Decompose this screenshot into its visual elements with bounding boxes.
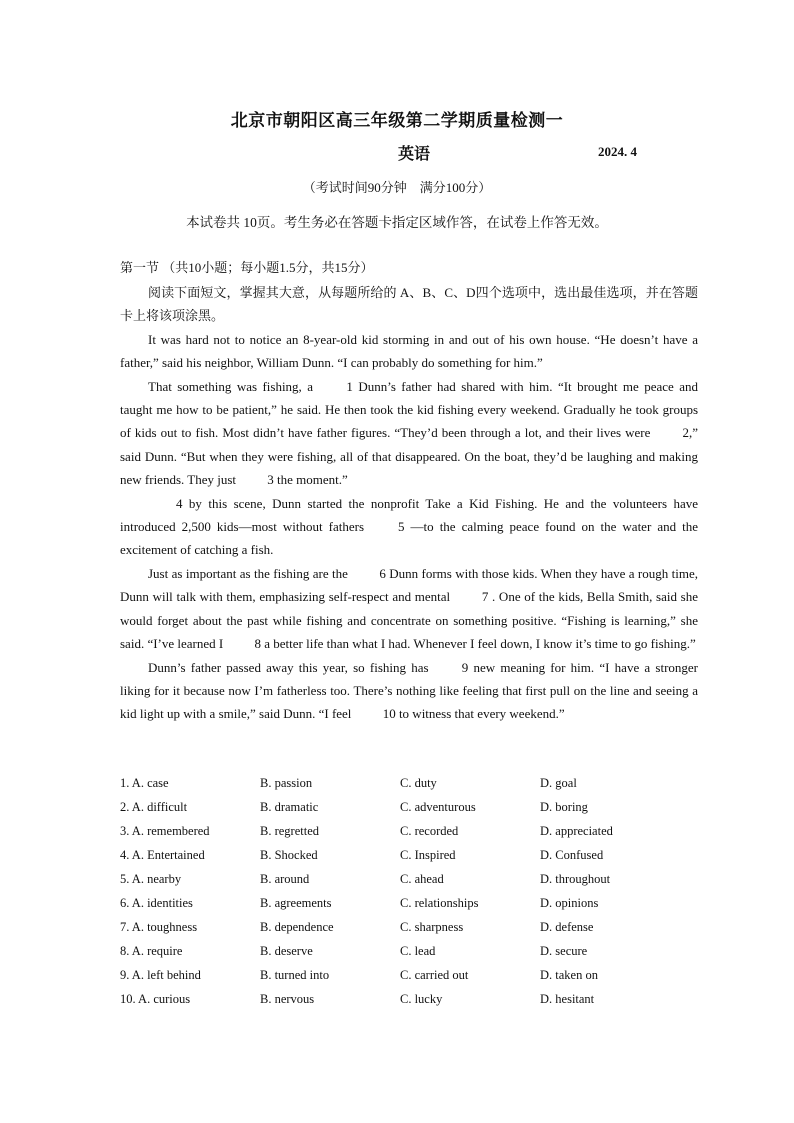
passage [120,281,698,726]
question-row [120,843,698,867]
option-c: C. recorded [400,823,459,838]
passage-text: Dunn’s father had shared with him. “It brought me peace and taught me how to be patient,” he said. He then took the kid fishing every weekend. Gradually he took groups of kids out to fish. Most didn’t have father figures. “They’d been through a lot, and their lives were [120,378,698,441]
exam-time-info: （考试时间90分钟 满分100分） [302,180,492,195]
passage-paragraph [120,656,698,726]
option-a: 5. A. nearby [120,871,182,886]
passage-text: by this scene, Dunn started the nonprofit Take a Kid Fishing. He and the volunteers have introduced 2,500 kids—most without fathers [120,495,698,535]
option-a: 8. A. require [120,943,183,958]
option-c: C. lucky [400,991,443,1006]
option-b: B. around [260,871,310,886]
option-a: 6. A. identities [120,895,193,910]
option-d: D. opinions [540,895,599,910]
passage-text: It was hard not to notice an 8-year-old kid storming in and out of his own house. “He doesn’t have a father,” said his neighbor, William Dunn. “I can probably do something for him.” [120,331,698,371]
option-a: 3. A. remembered [120,823,210,838]
option-a: 1. A. case [120,775,169,790]
option-b: B. dramatic [260,799,319,814]
option-b: B. agreements [260,895,332,910]
passage-paragraph [120,562,698,656]
option-d: D. secure [540,943,588,958]
passage-text: That something was fishing, a [148,378,319,394]
option-b: B. regretted [260,823,320,838]
option-d: D. hesitant [540,991,595,1006]
passage-text: Dunn forms with those kids. When they have a rough time, Dunn will talk with them, emphasizing self-respect and mental [120,565,698,605]
passage-text: the moment.” [273,472,348,488]
passage-text: . One of the kids, Bella Smith, said she would forget about the past while fishing and concentrate on something positive. “Fishing is learning,” she said. “I’ve learned I [120,589,698,652]
option-b: B. deserve [260,943,313,958]
passage-text: —to the calming peace found on the water and the excitement of catching a fish. [120,519,698,558]
blank-number: 3 [267,472,274,488]
question-row [120,771,698,795]
option-c: C. sharpness [400,919,464,934]
option-c: C. duty [400,775,437,790]
option-c: C. Inspired [400,847,456,862]
passage-text: new meaning for him. “I have a stronger liking for it because now I’m fatherless too. There’s nothing like feeling that first pull on the line and seeing a kid light up with a smile,” said Dunn. “I feel [120,659,699,722]
passage-text: to witness that every weekend.” [395,706,565,722]
option-b: B. turned into [260,967,330,982]
option-a: 4. A. Entertained [120,847,205,862]
passage-text: Dunn’s father passed away this year, so fishing has [148,659,434,675]
blank-number: 8 [254,636,261,652]
option-c: C. ahead [400,871,444,886]
option-d: D. Confused [540,847,604,862]
option-c: C. carried out [400,967,469,982]
question-row [120,819,698,843]
option-a: 7. A. toughness [120,919,198,934]
option-a: 2. A. difficult [120,799,188,814]
passage-paragraph [120,492,698,562]
option-d: D. goal [540,775,577,790]
section-heading: 第一节 （共10小题；每小题1.5分，共15分） [120,260,374,275]
blank-number: 2 [682,425,689,441]
option-b: B. nervous [260,991,315,1006]
question-row [120,891,698,915]
question-row [120,915,698,939]
option-c: C. relationships [400,895,479,910]
option-a: 9. A. left behind [120,967,201,982]
subject-label: 英语 [398,144,431,163]
passage-text: ,” said Dunn. “But when they were fishing, all of that disappeared. On the boat, they’d be laughing and making new friends. They just [120,425,698,488]
blank-number: 7 [481,589,489,605]
passage-paragraph [120,375,698,492]
question-row [120,963,698,987]
question-options [120,771,698,1011]
section-instruction: 阅读下面短文，掌握其大意，从每题所给的 A、B、C、D四个选项中，选出最佳选项，并在答题卡上将该项涂黑。 [120,285,698,324]
question-row [120,987,698,1011]
option-b: B. Shocked [260,847,318,862]
option-d: D. appreciated [540,823,613,838]
exam-notice: 本试卷共 10页。考生务必在答题卡指定区域作答，在试卷上作答无效。 [186,215,608,230]
option-d: D. defense [540,919,594,934]
option-d: D. throughout [540,871,611,886]
passage-paragraph [120,328,698,375]
passage-text: Just as important as the fishing are the [148,565,352,581]
blank-number: 9 [461,659,469,675]
option-c: C. lead [400,943,436,958]
exam-title: 北京市朝阳区高三年级第二学期质量检测一 [230,111,564,131]
option-d: D. taken on [540,967,598,982]
blank-number: 6 [379,565,386,581]
blank-number: 10 [382,706,396,722]
question-row [120,939,698,963]
option-a: 10. A. curious [120,991,191,1006]
blank-number: 4 [176,495,183,511]
passage-text: a better life than what I had. Whenever I feel down, I know it’s time to go fishing.” [260,636,696,652]
option-b: B. passion [260,775,313,790]
option-d: D. boring [540,799,588,814]
option-b: B. dependence [260,919,334,934]
exam-date: 2024. 4 [598,144,637,159]
question-row [120,795,698,819]
blank-number: 1 [346,378,353,394]
option-c: C. adventurous [400,799,476,814]
blank-number: 5 [398,519,405,535]
passage-paragraphs [120,328,698,726]
question-row [120,867,698,891]
